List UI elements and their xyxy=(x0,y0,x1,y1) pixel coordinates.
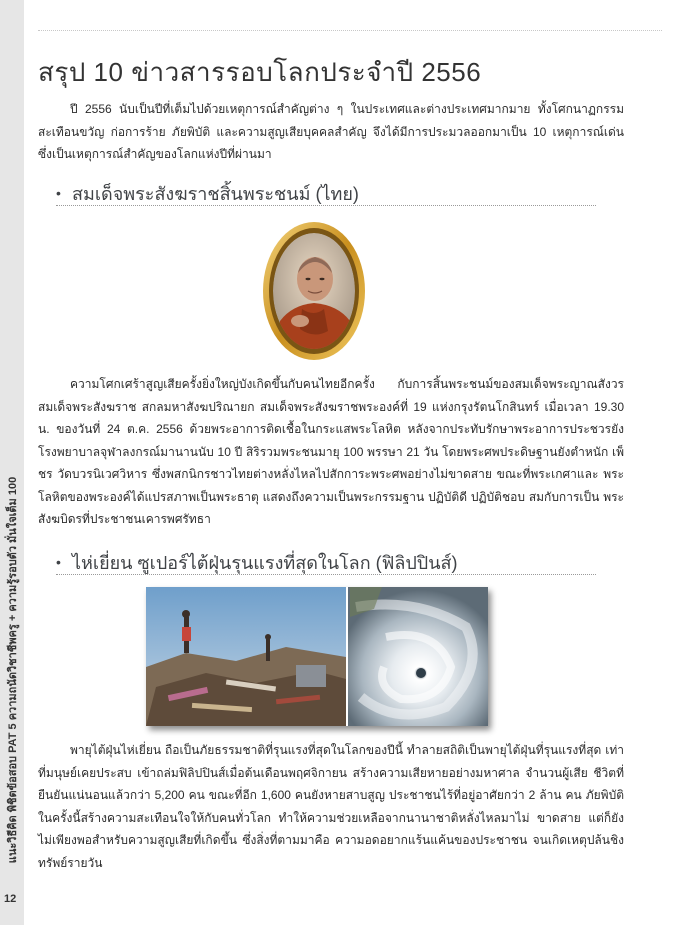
section-heading-2 xyxy=(56,548,596,575)
page-title: สรุป 10 ข่าวสารรอบโลกประจำปี 2556 xyxy=(38,57,482,87)
intro-paragraph: ปี 2556 นับเป็นปีที่เต็มไปด้วยเหตุการณ์สำคัญต่าง ๆ ในประเทศและต่างประเทศมากมาย ทั้งโศกนาฏกรรม สะเทือนขวัญ ก่อการร้าย ภัยพิบัติ และความสูญเสียบุคคลสำคัญ จึงได้มีการประมวลออกมาเป็น 10 เหตุการณ์เด่น ซึ่งเป็นเหตุการณ์สำคัญของโลกแห่งปีที่ผ่านมา xyxy=(38,102,624,161)
section-heading-1 xyxy=(56,179,596,206)
running-header-text: แนะวิธีคิด พิชิตข้อสอบ PAT 5 ความถนัดวิชาชีพครู + ความรู้รอบตัว มั่นใจเต็ม 100 xyxy=(7,476,19,864)
supreme-patriarch-portrait xyxy=(262,221,366,361)
typhoon-photos xyxy=(146,587,488,726)
bullet-icon: • xyxy=(56,185,61,201)
top-dotted-rule xyxy=(38,30,662,31)
page-number: 12 xyxy=(4,893,17,905)
section-1-paragraph: ความโศกเศร้าสูญเสียครั้งยิ่งใหญ่บังเกิดขึ้นกับคนไทยอีกครั้ง กับการสิ้นพระชนม์ของสมเด็จพระญาณสังวร สมเด็จพระสังฆราช สกลมหาสังฆปริณายก สมเด็จพระสังฆราชพระองค์ที่ 19 แห่งกรุงรัตนโกสินทร์ เมื่อเวลา 19.30 น. ของวันที่ 24 ต.ค. 2556 ด้วยพระอาการติดเชื้อในกระแสพระโลหิต หลังจากประทับรักษาพระอาการประชวรยัง โรงพยาบาลจุฬาลงกรณ์มานานนับ 10 ปี สิริรวมพระชนมายุ 100 พรรษา 21 วัน โดยพระศพประดิษฐานยังตำหนัก เพ็ชร วัดบวรนิเวศวิหาร ซึ่งพสกนิกรชาวไทยต่างหลั่งไหลไปสักการะพระศพอย่างไม่ขาดสาย ขณะที่พระเกศาและ พระโลหิตของพระองค์ได้แปรสภาพเป็นพระธาตุ แสดงถึงความเป็นพระกรรมฐาน ปฏิบัติดี ปฏิบัติชอบ สมกับการเป็น พระสังฆบิดรที่ประชาชนเคารพศรัทธา xyxy=(38,377,624,526)
satellite-photo xyxy=(348,587,488,726)
section-heading-2-text: ไห่เยี่ยน ซูเปอร์ไต้ฝุ่นรุนแรงที่สุดในโลก (ฟิลิปปินส์) xyxy=(72,553,458,573)
section-2-paragraph: พายุไต้ฝุ่นไห่เยี่ยน ถือเป็นภัยธรรมชาติที่รุนแรงที่สุดในโลกของปีนี้ ทำลายสถิติเป็นพายุไต้ฝุ่นที่รุนแรงที่สุด เท่าที่มนุษย์เคยประสบ เข้าถล่มฟิลิปปินส์เมื่อต้นเดือนพฤศจิกายน สร้างความเสียหายอย่างมหาศาล จำนวนผู้เสีย ชีวิตที่ยืนยันแน่นอนแล้วกว่า 5,200 คน ขณะที่อีก 1,600 คนยังหายสาบสูญ ประชาชนไร้ที่อยู่อาศัยกว่า 2 ล้าน คน ภัยพิบัติในครั้งนี้สร้างความสะเทือนใจให้กับคนทั่วโลก ทำให้ความช่วยเหลือจากนานาชาติหลั่งไหลมาไม่ ขาดสาย แต่ก็ยังไม่เพียงพอสำหรับความสูญเสียที่เกิดขึ้น ซึ่งสิ่งที่ตามมาคือ ความอดอยากแร้นแค้นของประชาชน จนเกิดเหตุปล้นชิงทรัพย์รายวัน xyxy=(38,743,624,870)
bullet-icon: • xyxy=(56,554,61,570)
debris-photo xyxy=(146,587,346,726)
section-heading-1-text: สมเด็จพระสังฆราชสิ้นพระชนม์ (ไทย) xyxy=(72,184,359,204)
side-running-header xyxy=(0,0,24,925)
